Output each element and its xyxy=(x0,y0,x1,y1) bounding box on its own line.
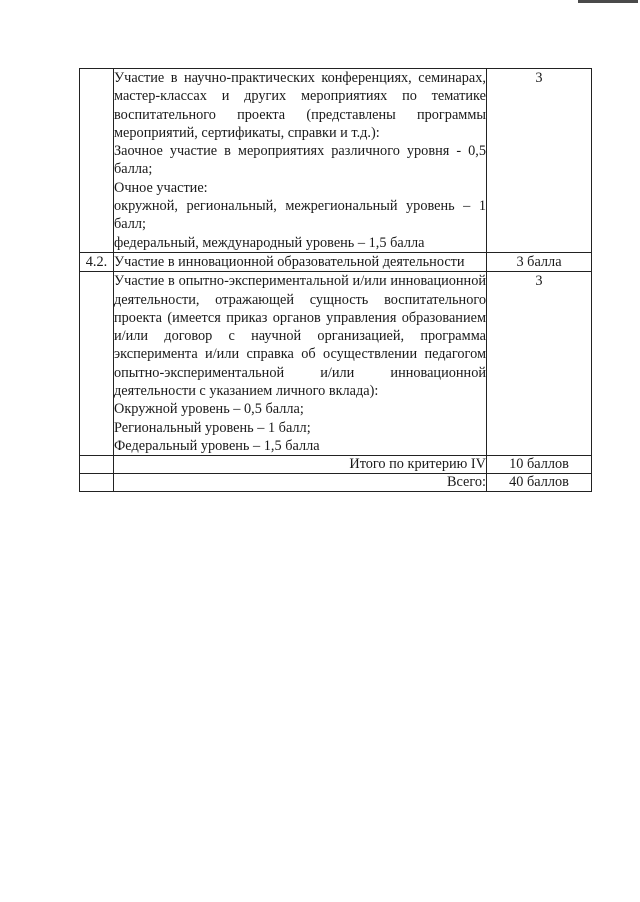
criterion-description xyxy=(114,252,487,271)
total-row xyxy=(80,474,592,492)
criterion-text: Региональный уровень – 1 балл; xyxy=(114,419,311,436)
total-value: 40 баллов xyxy=(487,474,592,492)
subtotal-value: 10 баллов xyxy=(487,456,592,474)
criterion-description xyxy=(114,272,487,456)
subtotal-row xyxy=(80,456,592,474)
criterion-text: Участие в научно-практических конференциях, семинарах, мастер-классах и других мероприятиях по тематике воспитательного проекта (представлены программы мероприятий, сертификаты, справки и т.д.): xyxy=(114,70,486,141)
criterion-description xyxy=(114,69,487,253)
table-row xyxy=(80,69,592,253)
table-row xyxy=(80,252,592,271)
criterion-text: Заочное участие в мероприятиях различного уровня - 0,5 балла; xyxy=(114,143,486,178)
criterion-text: Участие в опытно-экспериментальной и/или инновационной деятельности, отражающей сущность воспитательного проекта (имеется приказ органов управления образованием и/или договор с научной организацией, программа эксперимента и/или справка об осуществлении педагогом опытно-экспериментальной и/или инновационной деятельности с указанием личного вклада): xyxy=(114,273,486,400)
criterion-text: федеральный, международный уровень – 1,5 балла xyxy=(114,234,425,251)
criterion-score: 3 балла xyxy=(487,252,592,271)
criteria-table xyxy=(79,68,592,492)
empty-cell xyxy=(80,474,114,492)
row-number xyxy=(80,272,114,456)
criterion-text: Участие в инновационной образовательной деятельности xyxy=(114,253,465,270)
total-label: Всего: xyxy=(114,474,487,492)
subtotal-label: Итого по критерию IV xyxy=(114,456,487,474)
row-number: 4.2. xyxy=(80,252,114,271)
scan-edge-mark xyxy=(578,0,638,3)
table-row xyxy=(80,272,592,456)
row-number xyxy=(80,69,114,253)
criterion-text: Очное участие: xyxy=(114,179,208,196)
criterion-score: 3 xyxy=(487,272,592,456)
criterion-text: Окружной уровень – 0,5 балла; xyxy=(114,401,304,418)
criterion-text: Федеральный уровень – 1,5 балла xyxy=(114,437,320,454)
criterion-score: 3 xyxy=(487,69,592,253)
criterion-text: окружной, региональный, межрегиональный уровень – 1 балл; xyxy=(114,198,486,233)
empty-cell xyxy=(80,456,114,474)
